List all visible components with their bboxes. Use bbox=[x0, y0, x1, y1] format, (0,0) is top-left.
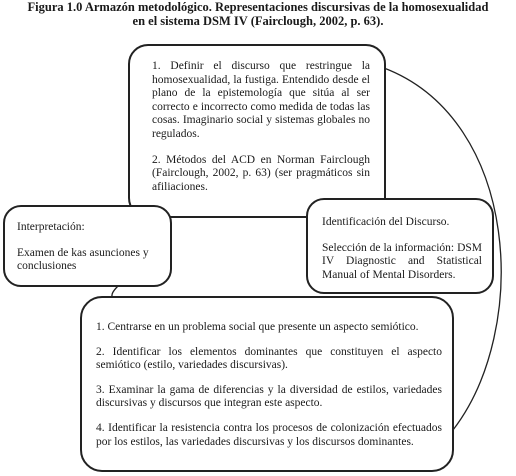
list-item: 3. Examinar la gama de diferencias y la diversidad de estilos, variedades discursivas y discursos que integran este aspecto. bbox=[96, 383, 442, 410]
list-item: 2. Identificar los elementos dominantes que constituyen el aspecto semiótico (estilo, variedades discursivas). bbox=[96, 345, 442, 372]
discourse-identification-box bbox=[306, 198, 494, 294]
list-item: 2. Métodos del ACD en Norman Fairclough (Fairclough, 2002, p. 63) (ser pragmáticos sin afiliaciones. bbox=[152, 153, 370, 193]
analysis-steps-box bbox=[80, 296, 454, 472]
figure-title-line-2: en el sistema DSM IV (Fairclough, 2002, p. 63). bbox=[132, 14, 384, 28]
method-definition-list bbox=[140, 60, 370, 194]
method-definition-box bbox=[128, 44, 386, 218]
analysis-steps-list bbox=[96, 321, 442, 449]
identification-heading: Identificación del Discurso. bbox=[322, 216, 450, 228]
figure-title-line-1: Figura 1.0 Armazón metodológico. Representaciones discursivas de la homosexualidad bbox=[27, 0, 489, 14]
list-item: 4. Identificar la resistencia contra los procesos de colonización efectuados por los estilos, las variedades discursivas y los discursos dominantes. bbox=[96, 421, 442, 448]
interpretation-box bbox=[3, 205, 172, 287]
list-item: 1. Centrarse en un problema social que presente un aspecto semiótico. bbox=[96, 321, 419, 333]
interpretation-heading: Interpretación: bbox=[17, 221, 85, 233]
interpretation-text: Examen de kas asunciones y conclusiones bbox=[17, 246, 149, 273]
list-item: 1. Definir el discurso que restringue la homosexualidad, la fustiga. Entendido desde el plano de la epistemología que sitúa al ser correcto e incorrecto como medida de todas las cosas. Imaginario social y sistemas globales no regulados. bbox=[152, 60, 370, 140]
identification-text: Selección de la información: DSM IV Diagnostic and Statistical Manual of Mental Disorders. bbox=[322, 241, 482, 281]
